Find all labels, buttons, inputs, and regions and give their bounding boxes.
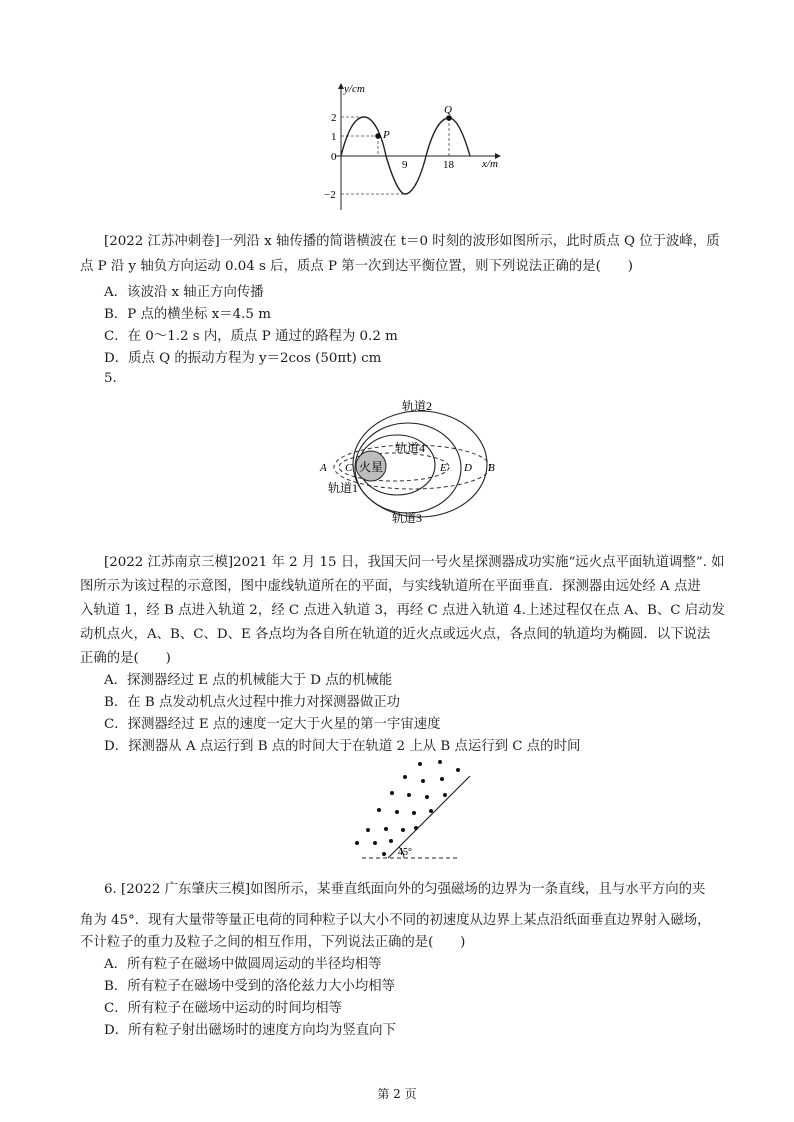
q4-line-2: 点 P 沿 y 轴负方向运动 0.04 s 后，质点 P 第一次到达平衡位置，则下列说法正确的是( ) — [80, 259, 633, 274]
q5-line-1: [2022 江苏南京三模]2021 年 2 月 15 日，我国天问一号火星探测器成功实施“远火点平面轨道调整”. 如 — [104, 555, 725, 570]
point-p-label: P — [383, 129, 390, 141]
orbit-4-label: 轨道4 — [395, 441, 426, 455]
q5-line-2: 图所示为该过程的示意图，图中虚线轨道所在的平面，与实线轨道所在平面垂直．探测器由远处经 A 点进 — [80, 579, 701, 594]
q5-line-3: 入轨道 1，经 B 点进入轨道 2，经 C 点进入轨道 3，再经 C 点进入轨道 4.上述过程仅在点 A、B、C 启动发 — [80, 603, 725, 618]
q5-option-b: B．在 B 点发动机点火过程中推力对探测器做正功 — [104, 695, 401, 710]
q5-line-5: 正确的是( ) — [80, 651, 171, 666]
page-number: 第 2 页 — [377, 1087, 417, 1101]
q4-option-d: D．质点 Q 的振动方程为 y＝2cos (50πt) cm — [104, 351, 382, 366]
y-tick-1: 1 — [331, 131, 337, 143]
q4-option-b: B．P 点的横坐标 x＝4.5 m — [104, 307, 271, 322]
q6-option-a: A．所有粒子在磁场中做圆周运动的半径均相等 — [104, 957, 382, 972]
mars-label: 火星 — [359, 460, 384, 474]
q6-line-2: 角为 45°．现有大量带等量正电荷的同种粒子以大小不同的初速度从边界上某点沿纸面垂直边界射入磁场， — [80, 913, 711, 928]
field-boundary — [388, 776, 470, 858]
point-b-label: B — [488, 462, 495, 474]
wave-figure — [320, 80, 510, 215]
q5-option-a: A．探测器经过 E 点的机械能大于 D 点的机械能 — [104, 673, 393, 688]
magnetic-field-figure — [345, 755, 475, 865]
q4-line-1: [2022 江苏冲刺卷]一列沿 x 轴传播的简谐横波在 t＝0 时刻的波形如图所示，此时质点 Q 位于波峰，质 — [104, 234, 720, 249]
x-axis-label: x/m — [482, 158, 498, 170]
q5-number: 5. — [104, 371, 117, 386]
q5-option-c: C．探测器经过 E 点的速度一定大于火星的第一宇宙速度 — [104, 717, 441, 732]
y-tick-neg2: −2 — [324, 189, 336, 201]
q4-option-a: A．该波沿 x 轴正方向传播 — [104, 285, 264, 300]
q4-option-c: C．在 0～1.2 s 内，质点 P 通过的路程为 0.2 m — [104, 329, 398, 344]
q5-line-4: 动机点火，A、B、C、D、E 各点均为各自所在轨道的近火点或远火点，各点间的轨道均为椭圆．以下说法 — [80, 627, 711, 642]
q5-option-d: D．探测器从 A 点运行到 B 点的时间大于在轨道 2 上从 B 点运行到 C 点的时间 — [104, 739, 581, 754]
y-axis-label: y/cm — [344, 83, 365, 95]
y-tick-2: 2 — [331, 112, 337, 124]
q6-option-b: B．所有粒子在磁场中受到的洛伦兹力大小均相等 — [104, 979, 396, 994]
point-a-label: A — [320, 462, 327, 474]
orbit-figure — [315, 393, 515, 528]
point-p-dot — [375, 133, 381, 139]
q6-line-3: 不计粒子的重力及粒子之间的相互作用，下列说法正确的是( ) — [80, 935, 466, 950]
y-tick-0: 0 — [331, 151, 337, 163]
x-tick-18: 18 — [443, 159, 454, 171]
q6-option-c: C．所有粒子在磁场中运动的时间均相等 — [104, 1001, 342, 1016]
q6-option-d: D．所有粒子射出磁场时的速度方向均为竖直向下 — [104, 1023, 396, 1038]
point-c-label: C — [345, 462, 353, 474]
q6-line-1: 6. [2022 广东肇庆三模]如图所示，某垂直纸面向外的匀强磁场的边界为一条直线，且与水平方向的夹 — [104, 882, 706, 897]
point-q-dot — [446, 115, 452, 121]
point-q-label: Q — [444, 104, 452, 116]
x-tick-9: 9 — [402, 159, 408, 171]
point-e-label: E — [440, 462, 447, 474]
angle-label: 45° — [398, 847, 412, 858]
orbit-2-label: 轨道2 — [402, 399, 433, 413]
point-d-label: D — [464, 462, 472, 474]
field-dots — [355, 760, 460, 856]
orbit-3-label: 轨道3 — [392, 511, 423, 525]
orbit-1-label: 轨道1 — [328, 481, 359, 495]
